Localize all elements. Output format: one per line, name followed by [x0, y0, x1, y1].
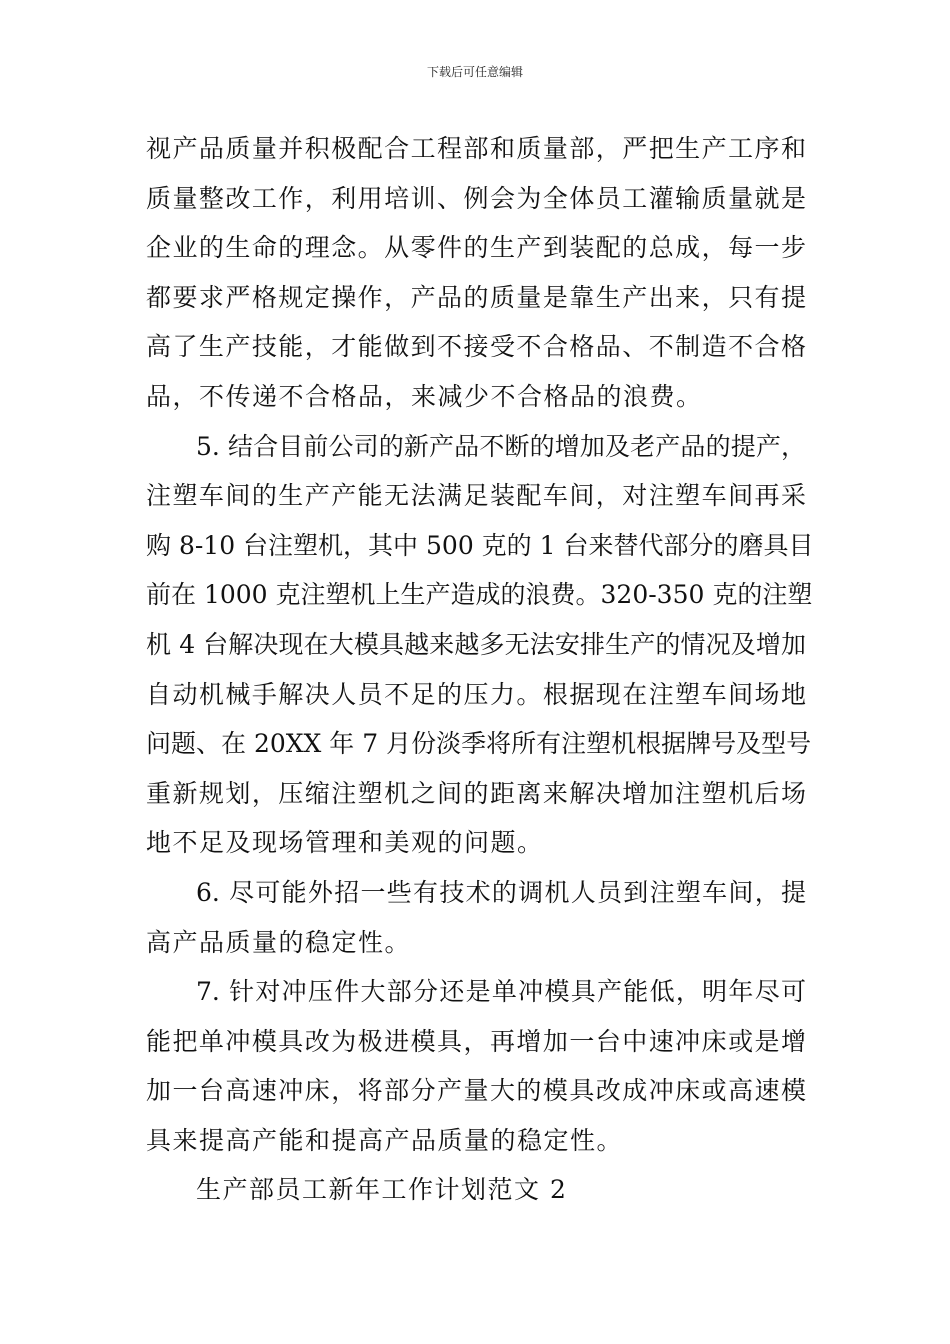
paragraph-first-line: 7. 针对冲压件大部分还是单冲模具产能低，明年尽可 [196, 977, 806, 1007]
page-header: 下载后可任意编辑 [426, 65, 523, 79]
paragraph-line: 高了生产技能，才能做到不接受不合格品、不制造不合格 [146, 332, 806, 362]
document-body [146, 124, 814, 1215]
paragraph-line: 前在 1000 克注塑机上生产造成的浪费。320-350 克的注塑 [146, 580, 813, 610]
paragraph-line: 质量整改工作，利用培训、例会为全体员工灌输质量就是 [146, 183, 806, 213]
paragraph-line: 能把单冲模具改为极进模具，再增加一台中速冲床或是增 [146, 1026, 806, 1056]
paragraph-line: 加一台高速冲床，将部分产量大的模具改成冲床或高速模 [146, 1076, 806, 1106]
paragraph-line: 具来提高产能和提高产品质量的稳定性。 [146, 1125, 624, 1155]
paragraph-line: 机 4 台解决现在大模具越来越多无法安排生产的情况及增加 [146, 629, 806, 659]
paragraph-line: 视产品质量并积极配合工程部和质量部，严把生产工序和 [146, 134, 806, 163]
paragraph-line: 注塑车间的生产产能无法满足装配车间，对注塑车间再采 [146, 481, 806, 511]
paragraph-line: 自动机械手解决人员不足的压力。根据现在注塑车间场地 [146, 679, 806, 709]
paragraph-line: 企业的生命的理念。从零件的生产到装配的总成，每一步 [146, 233, 806, 263]
paragraph-line: 品，不传递不合格品，来减少不合格品的浪费。 [146, 381, 703, 411]
paragraph-line: 高产品质量的稳定性。 [146, 927, 412, 957]
paragraph-first-line: 6. 尽可能外招一些有技术的调机人员到注塑车间，提 [196, 877, 806, 907]
paragraph-line: 问题、在 20XX 年 7 月份淡季将所有注塑机根据牌号及型号 [146, 729, 812, 759]
paragraph-line: 购 8-10 台注塑机，其中 500 克的 1 台来替代部分的磨具目 [146, 530, 814, 560]
paragraph-first-line: 生产部员工新年工作计划范文 2 [196, 1175, 568, 1205]
paragraph-line: 地不足及现场管理和美观的问题。 [146, 828, 544, 858]
paragraph-line: 重新规划，压缩注塑机之间的距离来解决增加注塑机后场 [146, 778, 806, 808]
paragraph-line: 都要求严格规定操作，产品的质量是靠生产出来，只有提 [146, 282, 806, 312]
paragraph-first-line: 5. 结合目前公司的新产品不断的增加及老产品的提产， [196, 431, 806, 461]
